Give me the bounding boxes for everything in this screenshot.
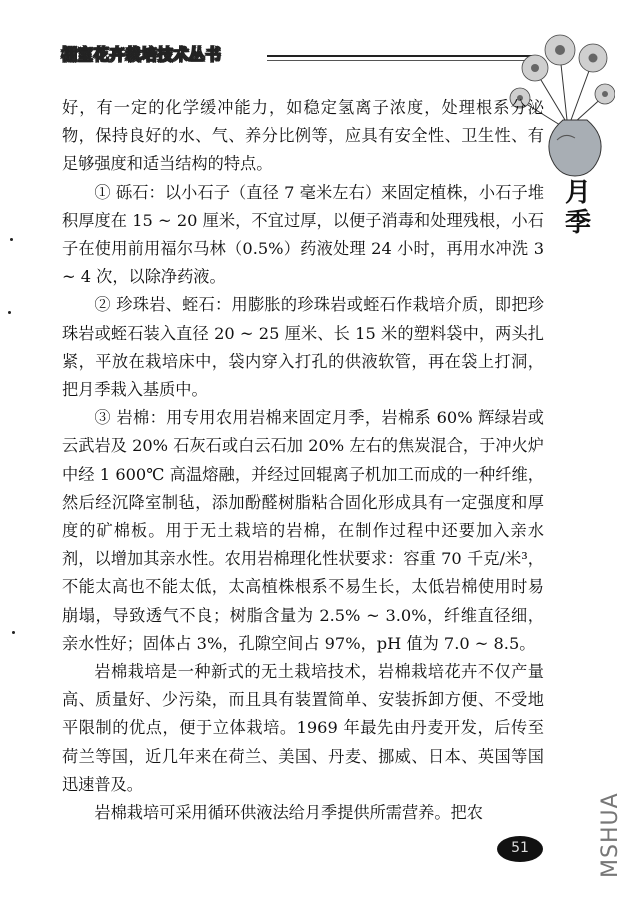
- scan-speck: [8, 311, 11, 314]
- series-title: 棚室花卉栽培技术丛书: [61, 45, 222, 64]
- body-text: [62, 94, 544, 827]
- paragraph: ① 砾石：以小石子（直径 7 毫米左右）来固定植株，小石子堆积厚度在 15 ~ 20 厘米，不宜过厚，以便子消毒和处理残根，小石子在使用前用福尔马林（0.5%）药液处理 24 小时，再用水冲洗 3 ~ 4 次，以除净药液。: [62, 182, 544, 287]
- scan-speck: [10, 238, 13, 241]
- header-rule-thin: [267, 60, 535, 61]
- paragraph: ② 珍珠岩、蛭石：用膨胀的珍珠岩或蛭石作栽培介质，即把珍珠岩或蛭石装入直径 20 ~ 25 厘米、长 15 米的塑料袋中，两头扎紧，平放在栽培床中，袋内穿入打孔的供液软管，再在袋上打洞，把月季栽入基质中。: [62, 295, 544, 400]
- paragraph: 岩棉栽培是一种新式的无土栽培技术，岩棉栽培花卉不仅产量高、质量好、少污染，而且具有装置简单、安装拆卸方便、不受地平限制的优点，便于立体栽培。1969 年最先由丹麦开发，后传至荷兰等国，近几年来在荷兰、美国、丹麦、挪威、日本、英国等国迅速普及。: [62, 662, 544, 794]
- page-number: 51: [511, 840, 529, 856]
- scan-speck: [12, 631, 15, 634]
- watermark: MSHUA: [598, 792, 623, 878]
- header-rule: [267, 55, 535, 57]
- paragraph: ③ 岩棉：用专用农用岩棉来固定月季，岩棉系 60% 辉绿岩或云武岩及 20% 石灰石或白云石加 20% 左右的焦炭混合，于冲火炉中经 1 600℃ 高温熔融，并经过回辊离子机加工而成的一种纤维，然后经沉降室制毡，添加酚醛树脂粘合固化形成具有一定强度和厚度的矿棉板。用于无土栽培的岩棉，在制作过程中还要加入亲水剂，以增加其亲水性。农用岩棉理化性状要求：容重 70 千克/米³，不能太高也不能太低，太高植株根系不易生长，太低岩棉使用时易崩塌，导致透气不良；树脂含量为 2.5% ~ 3.0%，纤维直径细，亲水性好；固体占 3%，孔隙空间占 97%，pH 值为 7.0 ~ 8.5。: [62, 408, 544, 653]
- paragraph: 好，有一定的化学缓冲能力，如稳定氢离子浓度，处理根系分泌物，保持良好的水、气、养分比例等，应具有安全性、卫生性、有足够强度和适当结构的特点。: [62, 98, 544, 174]
- running-header: [55, 22, 525, 62]
- side-label-char-1: 月: [564, 178, 591, 208]
- page-number-badge: [497, 836, 543, 862]
- chapter-side-label: [558, 178, 598, 238]
- side-label-char-2: 季: [564, 208, 591, 238]
- paragraph: 岩棉栽培可采用循环供液法给月季提供所需营养。把农: [94, 803, 483, 823]
